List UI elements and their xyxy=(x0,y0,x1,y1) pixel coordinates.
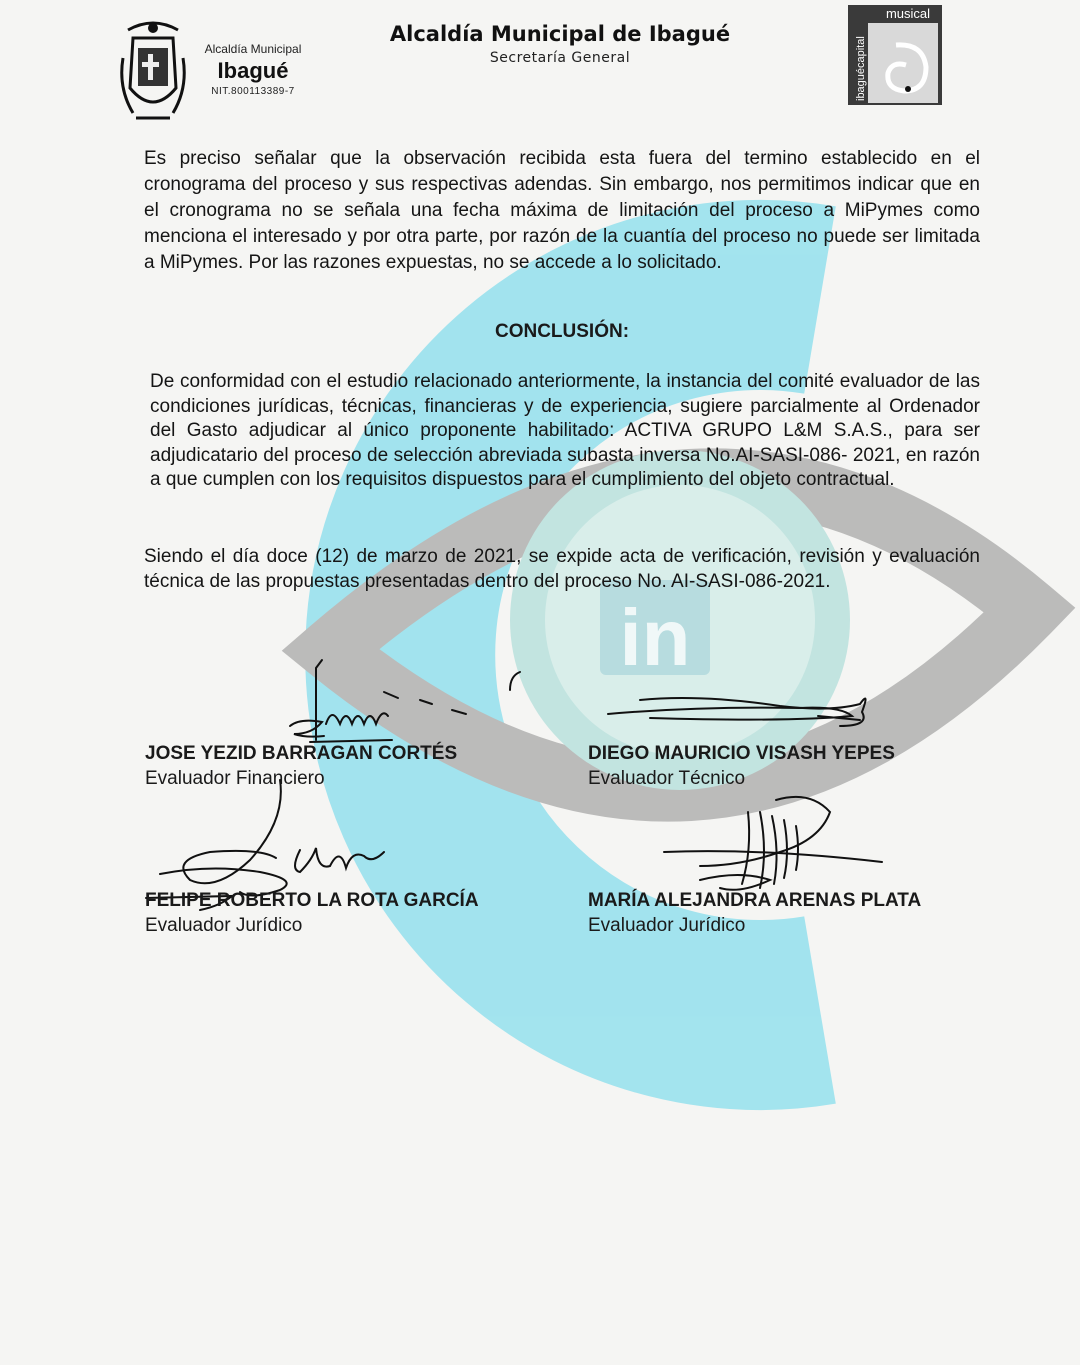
svg-text:musical: musical xyxy=(885,6,931,21)
org-identity xyxy=(193,42,313,97)
signatory-role-financiero: Evaluador Financiero xyxy=(145,768,325,789)
header-subtitle: Secretaría General xyxy=(489,50,631,66)
signatory-role-juridico-1: Evaluador Jurídico xyxy=(145,915,303,936)
org-city: Ibagué xyxy=(217,58,289,83)
signatory-role-juridico-2: Evaluador Jurídico xyxy=(588,915,746,936)
paragraph-observation: Es preciso señalar que la observación recibida esta fuera del termino establecido en el cronograma del proceso y sus respectivas adendas. Sin embargo, nos permitimos indicar que en el cronograma no se señala una fecha máxima de limitación del proceso a MiPymes como menciona el interesado y por otra parte, por razón de la cuantía del proceso no puede ser limitada a MiPymes. Por las razones expuestas, no se accede a lo solicitado. xyxy=(144,148,980,273)
conclusion-heading: CONCLUSIÓN: xyxy=(494,321,630,342)
signatory-name-juridico-1: FELIPE ROBERTO LA ROTA GARCÍA xyxy=(145,890,479,911)
signatory-name-financiero: JOSE YEZID BARRAGAN CORTÉS xyxy=(145,743,458,764)
paragraph-conclusion: De conformidad con el estudio relacionado anteriormente, la instancia del comité evaluador de las condiciones jurídicas, técnicas, financieras y de experiencia, sugiere parcialmente al Ordenador del Gasto adjudicar al único proponente habilitado: ACTIVA GRUPO L&M S.A.S., para ser adjudicatario del proceso de selección abreviada subasta inversa No.AI-SASI-086- 2021, en razón a que cumplen con los requisitos dispuestos para el cumplimiento del objeto contractual. xyxy=(150,371,980,490)
ibague-musical-logo-icon xyxy=(848,5,942,105)
signatory-name-tecnico: DIEGO MAURICIO VISASH YEPES xyxy=(588,743,895,764)
org-nit: NIT.800113389-7 xyxy=(211,86,295,97)
watermark-text: in xyxy=(619,593,691,682)
municipal-crest-icon xyxy=(118,18,188,122)
svg-text:ibaguécapital: ibaguécapital xyxy=(855,36,867,101)
signatory-role-tecnico: Evaluador Técnico xyxy=(588,768,746,789)
paragraph-issuance: Siendo el día doce (12) de marzo de 2021, se expide acta de verificación, revisión y evaluación técnica de las propuestas presentadas dentro del proceso No. AI-SASI-086-2021. xyxy=(144,546,980,592)
signatory-name-juridico-2: MARÍA ALEJANDRA ARENAS PLATA xyxy=(588,890,922,911)
org-label: Alcaldía Municipal xyxy=(204,42,302,56)
header-title: Alcaldía Municipal de Ibagué xyxy=(389,22,731,46)
